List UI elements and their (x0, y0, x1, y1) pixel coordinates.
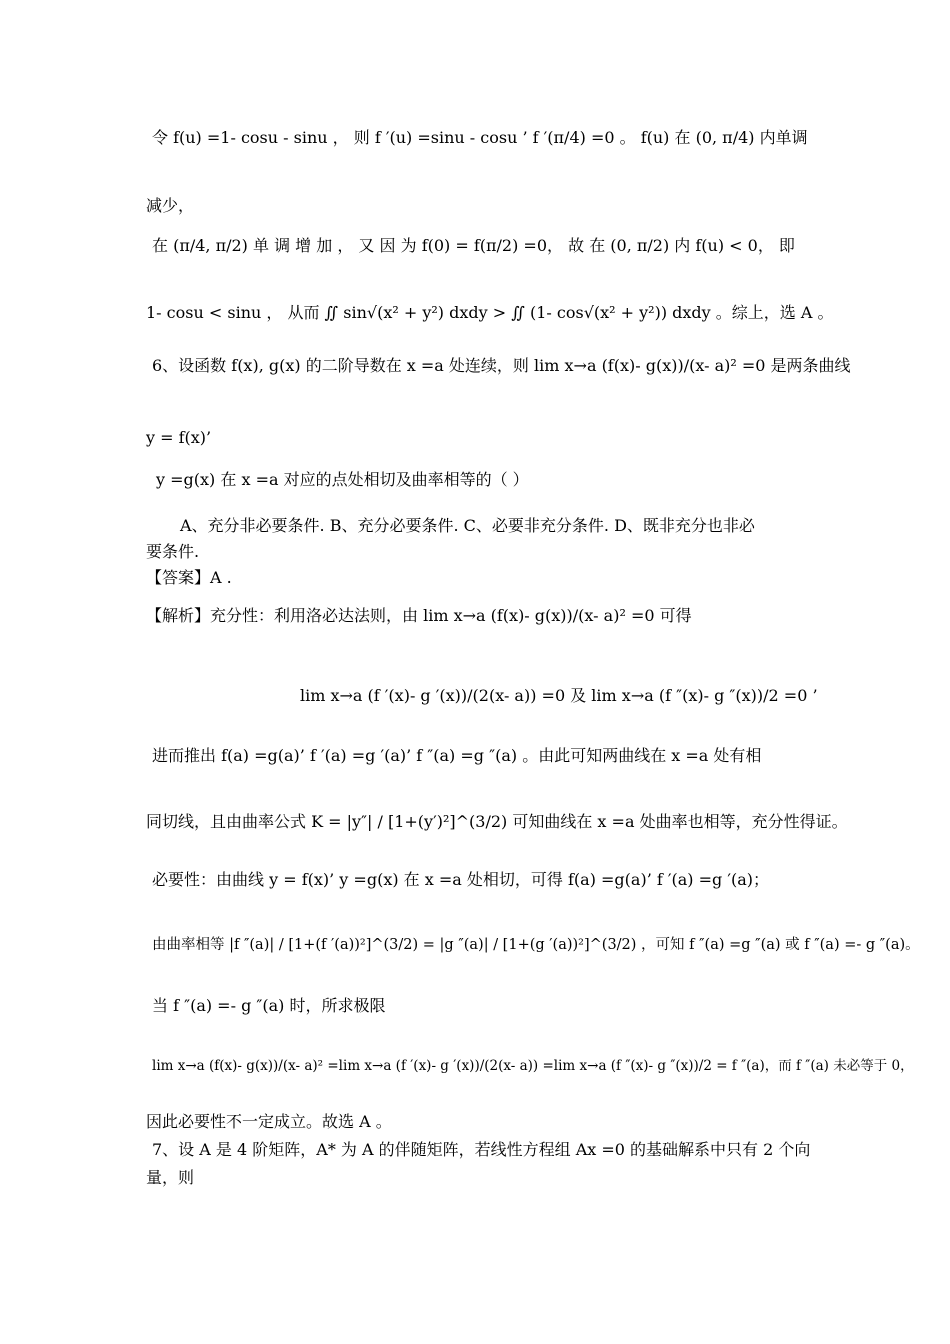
text-line: 当 f ″(a) =- g ″(a) 时，所求极限 (152, 996, 386, 1015)
text-line: 【解析】充分性：利用洛必达法则，由 lim x→a (f(x)- g(x))/(x- a)² =0 可得 (146, 606, 692, 625)
text-line: 同切线，且由曲率公式 K = |y″| / [1+(y′)²]^(3/2) 可知曲线在 x =a 处曲率也相等，充分性得证。 (146, 812, 848, 831)
text-line: A、充分非必要条件. B、充分必要条件. C、必要非充分条件. D、既非充分也非必 (180, 516, 755, 535)
text-line: 由曲率相等 |f ″(a)| / [1+(f ′(a))²]^(3/2) = |g ″(a)| / [1+(g ′(a))²]^(3/2) ，可知 f ″(a) =g ″(a) 或 f ″(a) =- g ″(a)。 (152, 937, 920, 953)
text-line: 6、设函数 f(x), g(x) 的二阶导数在 x =a 处连续，则 lim x→a (f(x)- g(x))/(x- a)² =0 是两条曲线 (152, 356, 851, 375)
text-line: 要条件. (146, 542, 200, 561)
text-line: 令 f(u) =1- cosu - sinu ， 则 f ′(u) =sinu - cosu ’ f ′(π/4) =0 。 f(u) 在 (0, π/4) 内单调 (152, 128, 808, 147)
text-line: lim x→a (f(x)- g(x))/(x- a)² =lim x→a (f ′(x)- g ′(x))/(2(x- a)) =lim x→a (f ″(x)- g ″(x))/2 = f ″(a)，而 f ″(a) 未必等于 0， (152, 1058, 914, 1074)
text-line: 减少， (146, 196, 195, 215)
text-line: 必要性：由曲线 y = f(x)’ y =g(x) 在 x =a 处相切，可得 f(a) =g(a)’ f ′(a) =g ′(a)； (152, 870, 770, 889)
text-line: 【答案】A . (146, 568, 232, 587)
text-line: lim x→a (f ′(x)- g ′(x))/(2(x- a)) =0 及 lim x→a (f ″(x)- g ″(x))/2 =0 ’ (300, 686, 818, 705)
text-line: 7、设 A 是 4 阶矩阵，A* 为 A 的伴随矩阵，若线性方程组 Ax =0 的基础解系中只有 2 个向 (152, 1140, 811, 1159)
text-line: 进而推出 f(a) =g(a)’ f ′(a) =g ′(a)’ f ″(a) =g ″(a) 。由此可知两曲线在 x =a 处有相 (152, 746, 762, 765)
text-line: y = f(x)’ (146, 428, 212, 447)
text-line: y =g(x) 在 x =a 对应的点处相切及曲率相等的（ ） (156, 470, 529, 489)
text-line: 1- cosu < sinu ， 从而 ∬ sin√(x² + y²) dxdy > ∬ (1- cos√(x² + y²)) dxdy 。综上，选 A 。 (146, 303, 834, 322)
text-line: 因此必要性不一定成立。故选 A 。 (146, 1112, 392, 1131)
text-line: 在 (π/4, π/2) 单 调 增 加 ， 又 因 为 f(0) = f(π/2) =0， 故 在 (0, π/2) 内 f(u) < 0， 即 (152, 236, 795, 255)
text-line: 量，则 (146, 1168, 195, 1187)
